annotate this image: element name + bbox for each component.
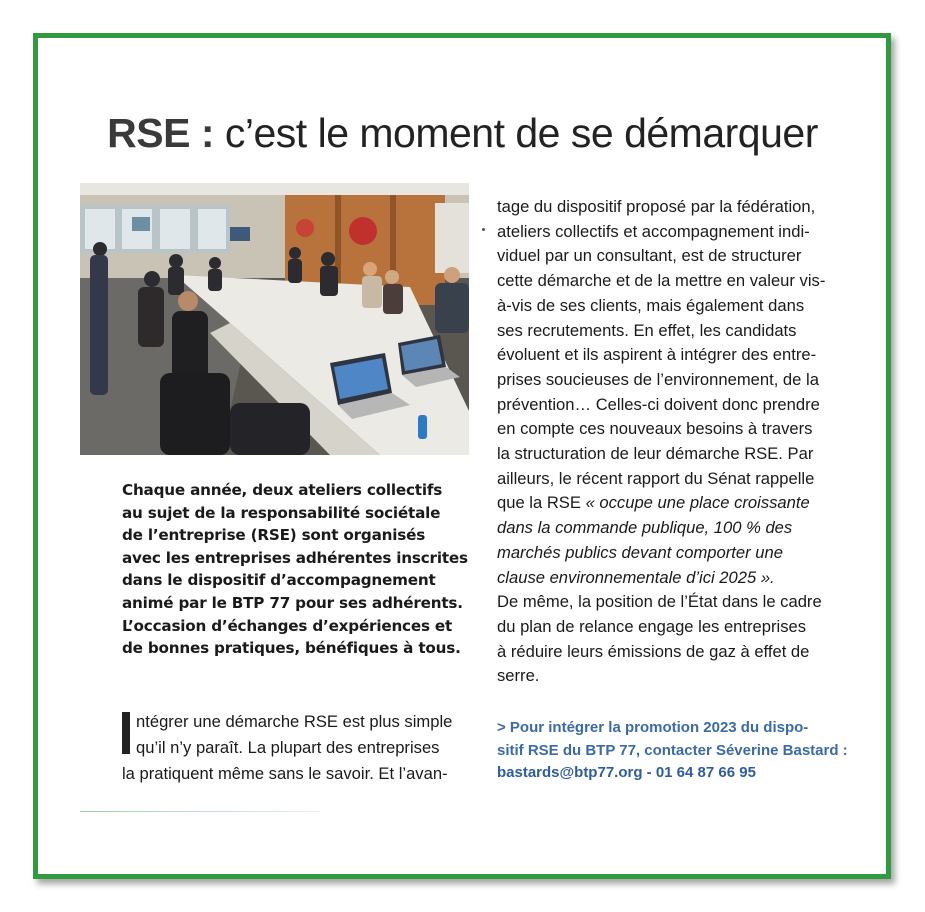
body-line: serre.	[497, 666, 540, 686]
article-title	[0, 110, 925, 157]
quote-line: clause environnementale d’ici 2025 ».	[497, 567, 775, 587]
contact-line: sitif RSE du BTP 77, contacter Séverine Bastard :	[497, 741, 848, 759]
body-line: tage du dispositif proposé par la fédération,	[497, 197, 816, 216]
lead-line: avec les entreprises adhérentes inscrites	[122, 548, 468, 567]
body-line: ailleurs, le récent rapport du Sénat rappelle	[497, 468, 815, 488]
lead-line: Chaque année, deux ateliers collectifs	[122, 481, 443, 499]
body-line: ateliers collectifs et accompagnement indi-	[497, 221, 810, 241]
lead-paragraph	[122, 479, 472, 660]
quote-line: dans la commande publique, 100 % des	[497, 518, 793, 538]
body-line: en compte ces nouveaux besoins à travers	[497, 419, 813, 439]
body-line: cette démarche et de la mettre en valeur vis-	[497, 271, 826, 291]
decorative-dot	[482, 228, 485, 231]
body-line: du plan de relance engage les entreprises	[497, 616, 807, 636]
lead-line: de l’entreprise (RSE) sont organisés	[122, 526, 426, 545]
lead-line: dans le dispositif d’accompagnement	[122, 571, 436, 590]
body-line: évoluent et ils aspirent à intégrer des entre-	[497, 345, 817, 365]
contact-email-phone[interactable]: bastards@btp77.org - 01 64 87 66 95	[497, 764, 756, 781]
body-right-column	[497, 195, 847, 689]
quote-start: « occupe une place croissante	[585, 493, 810, 513]
contact-line: > Pour intégrer la promotion 2023 du dispo-	[497, 719, 809, 736]
body-line: De même, la position de l’État dans le cadre	[497, 592, 822, 612]
divider-rule	[80, 811, 320, 812]
body-left-column	[122, 709, 472, 787]
lead-line: au sujet de la responsabilité sociétale	[122, 503, 441, 522]
lead-line: L’occasion d’échanges d’expériences et	[122, 616, 453, 635]
body-line: ses recrutements. En effet, les candidats	[497, 320, 797, 340]
lead-line: de bonnes pratiques, bénéfiques à tous.	[122, 639, 461, 658]
body-line: qu’il n’y paraît. La plupart des entreprises	[136, 738, 440, 757]
quote-lead-in: que la RSE	[497, 493, 586, 513]
body-line-with-quote	[497, 491, 847, 516]
lead-line: animé par le BTP 77 pour ses adhérents.	[122, 593, 463, 612]
meeting-photo-illustration	[80, 183, 469, 455]
body-line: prises soucieuses de l’environnement, de la	[497, 369, 819, 389]
body-line: prévention… Celles-ci doivent donc prendre	[497, 394, 820, 414]
title-rest: c’est le moment de se démarquer	[214, 110, 818, 156]
meeting-photo	[80, 183, 469, 455]
contact-box	[497, 717, 847, 785]
body-line: la pratiquent même sans le savoir. Et l’avan-	[122, 764, 448, 783]
body-line: à-vis de ses clients, mais également dans	[497, 295, 805, 315]
body-line: viduel par un consultant, est de structurer	[497, 246, 802, 266]
body-line: à réduire leurs émissions de gaz à effet de	[497, 641, 810, 661]
body-line: ntégrer une démarche RSE est plus simple	[136, 712, 453, 731]
quote-line: marchés publics devant comporter une	[497, 542, 783, 562]
body-line: la structuration de leur démarche RSE. Par	[497, 444, 814, 464]
title-strong: RSE :	[107, 110, 214, 156]
